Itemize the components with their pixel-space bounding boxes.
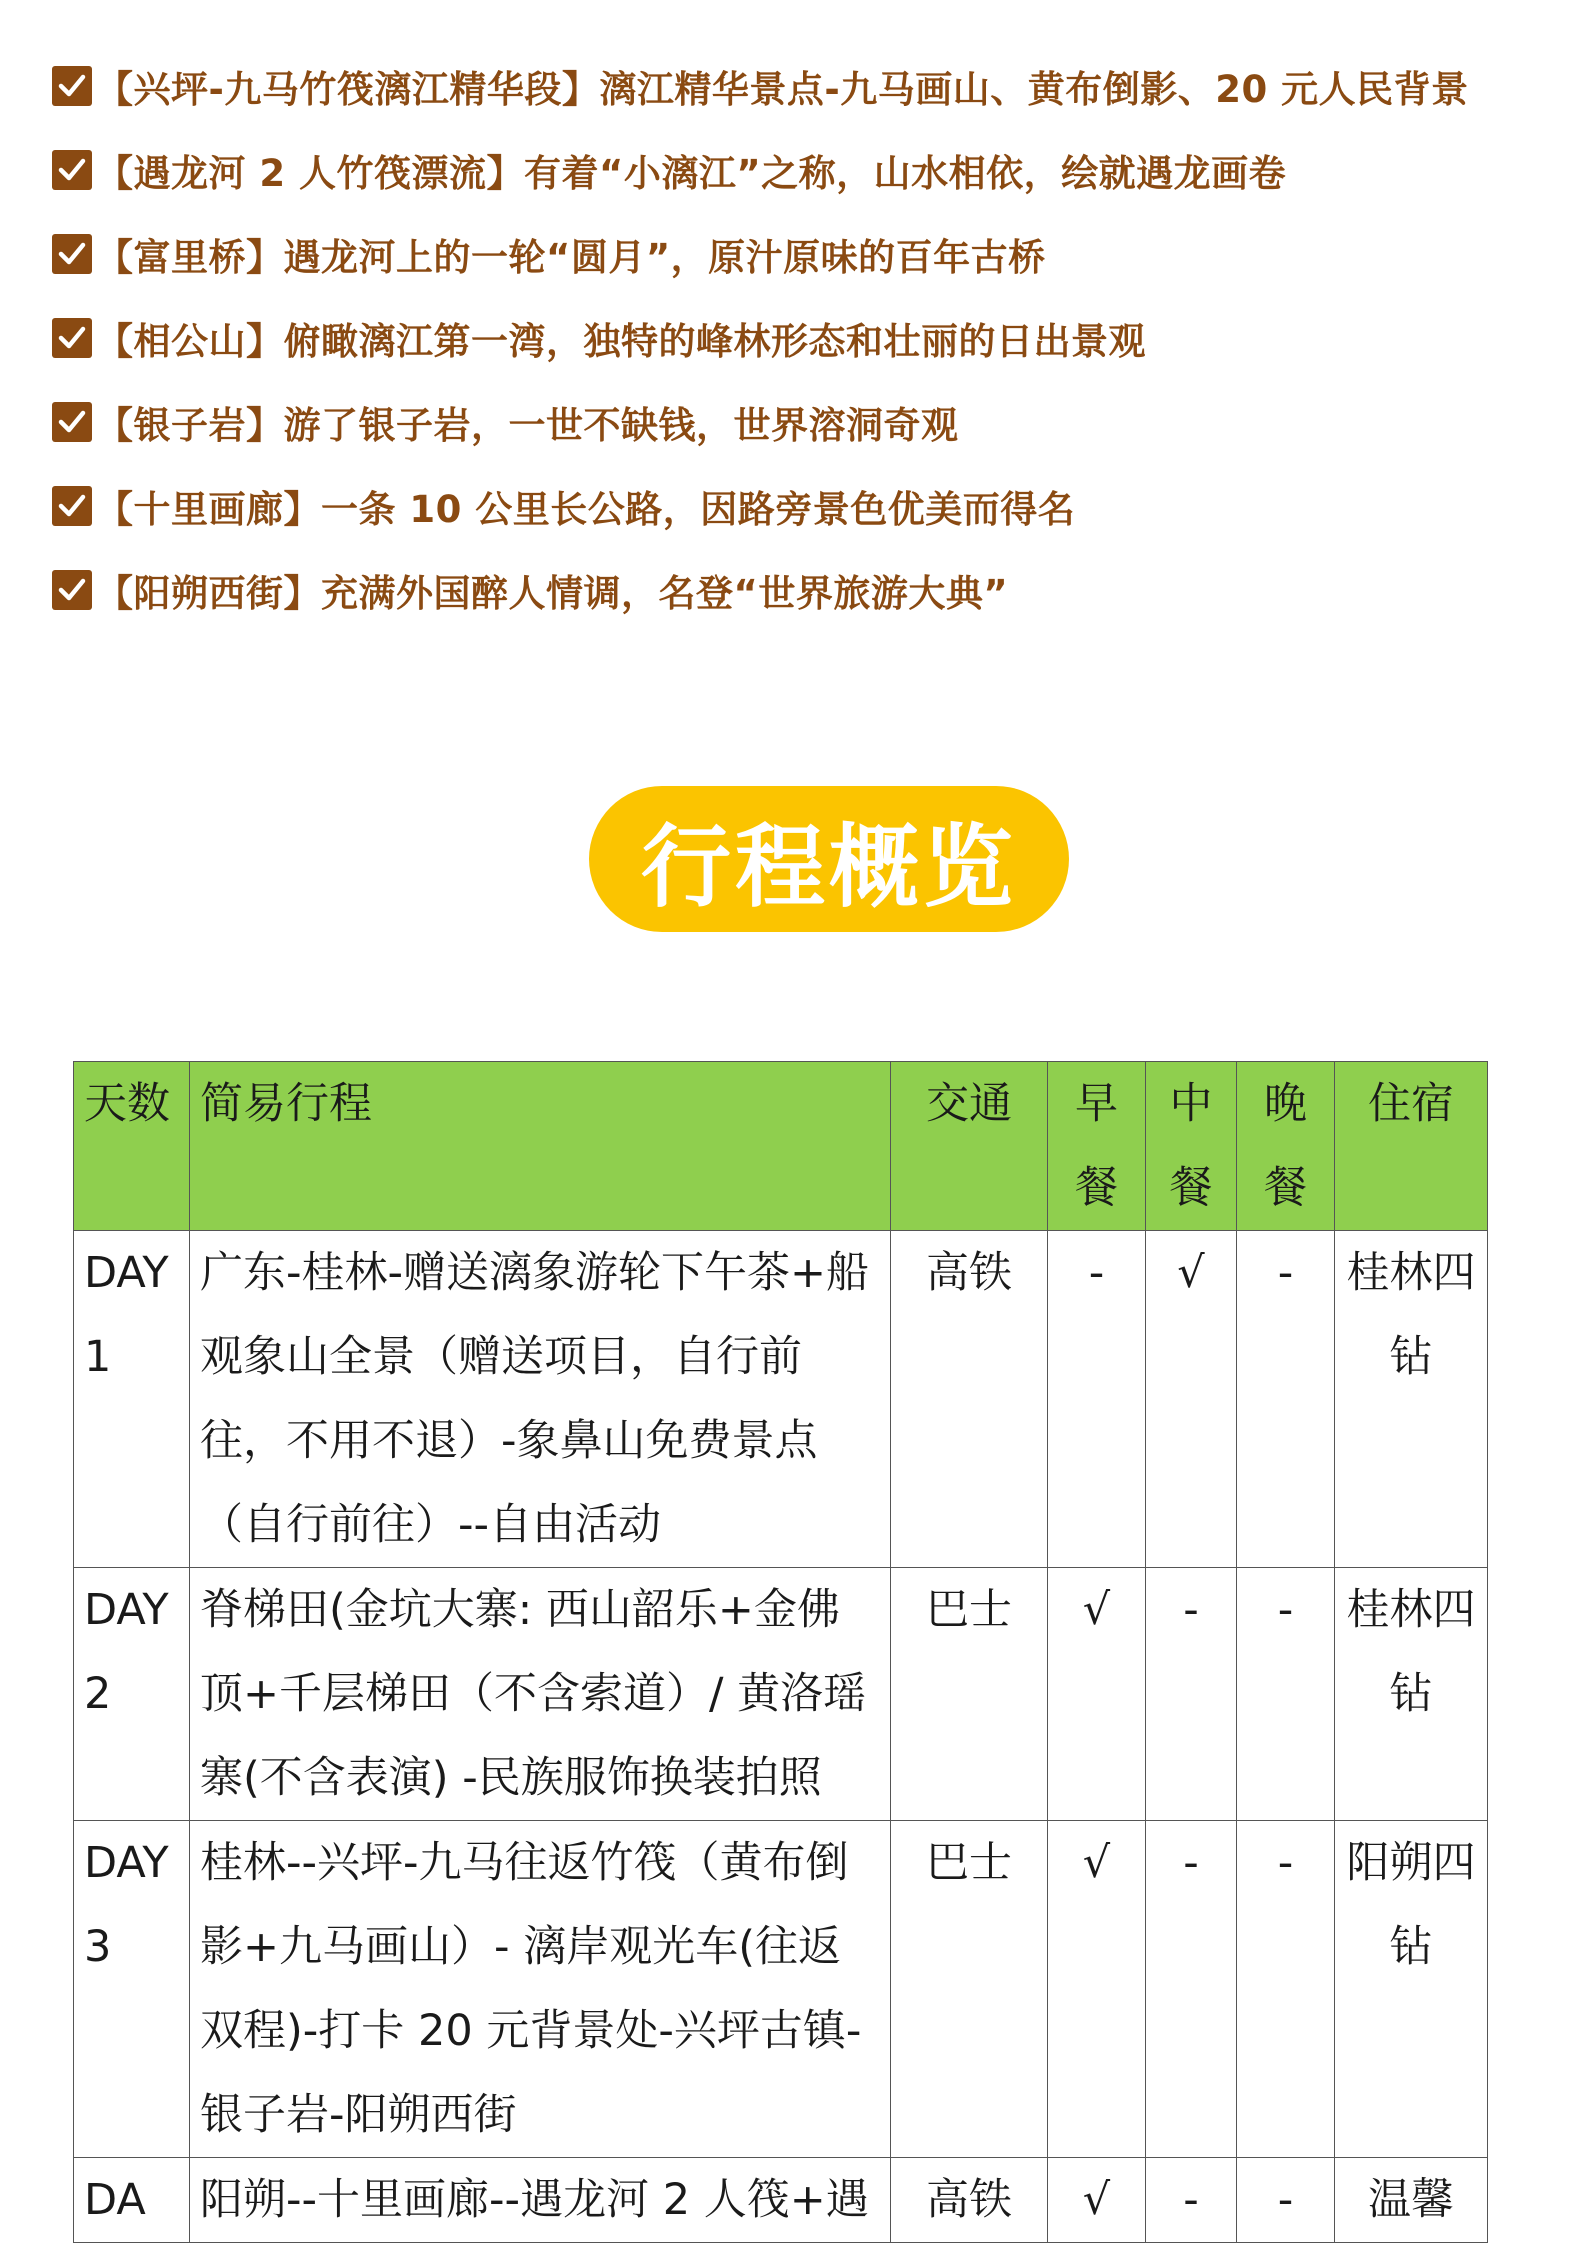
header-lunch: 中餐 (1146, 1062, 1237, 1231)
cell-dinner: - (1237, 2158, 1335, 2243)
cell-itinerary: 桂林--兴坪-九马往返竹筏（黄布倒影+九马画山）- 漓岸观光车(往返双程)-打卡 20 元背景处-兴坪古镇-银子岩-阳朔西街 (190, 1821, 891, 2158)
cell-day: DAY1 (74, 1231, 190, 1568)
check-icon (52, 234, 92, 274)
highlight-item (52, 296, 1552, 380)
cell-transport: 巴士 (891, 1821, 1048, 2158)
cell-lunch: - (1146, 2158, 1237, 2243)
check-icon (52, 150, 92, 190)
cell-day: DA (74, 2158, 190, 2243)
highlight-item (52, 548, 1552, 632)
cell-lunch: - (1146, 1821, 1237, 2158)
cell-transport: 高铁 (891, 2158, 1048, 2243)
cell-lunch: - (1146, 1568, 1237, 1821)
header-dinner: 晚餐 (1237, 1062, 1335, 1231)
cell-itinerary: 阳朔--十里画廊--遇龙河 2 人筏+遇 (190, 2158, 891, 2243)
cell-dinner: - (1237, 1568, 1335, 1821)
table-row (74, 1568, 1488, 1821)
cell-transport: 巴士 (891, 1568, 1048, 1821)
cell-day: DAY2 (74, 1568, 190, 1821)
cell-itinerary: 广东-桂林-赠送漓象游轮下午茶+船观象山全景（赠送项目，自行前往，不用不退）-象鼻山免费景点（自行前往）--自由活动 (190, 1231, 891, 1568)
highlight-text: 【阳朔西街】充满外国醉人情调，名登“世界旅游大典” (96, 572, 1009, 615)
cell-hotel: 阳朔四钻 (1335, 1821, 1488, 2158)
highlight-text: 【银子岩】游了银子岩，一世不缺钱，世界溶洞奇观 (96, 404, 959, 447)
cell-hotel: 桂林四钻 (1335, 1231, 1488, 1568)
check-icon (52, 402, 92, 442)
cell-dinner: - (1237, 1231, 1335, 1568)
highlight-text: 【富里桥】遇龙河上的一轮“圆月”，原汁原味的百年古桥 (96, 236, 1046, 279)
cell-transport: 高铁 (891, 1231, 1048, 1568)
table-row (74, 2158, 1488, 2243)
highlight-text: 【兴坪-九马竹筏漓江精华段】漓江精华景点-九马画山、黄布倒影、20 元人民背景 (96, 68, 1469, 111)
header-itinerary: 简易行程 (190, 1062, 891, 1231)
check-icon (52, 66, 92, 106)
highlight-text: 【相公山】俯瞰漓江第一湾，独特的峰林形态和壮丽的日出景观 (96, 320, 1146, 363)
header-day: 天数 (74, 1062, 190, 1231)
check-icon (52, 570, 92, 610)
overview-banner (589, 786, 1069, 932)
header-hotel: 住宿 (1335, 1062, 1488, 1231)
highlight-text: 【十里画廊】一条 10 公里长公路，因路旁景色优美而得名 (96, 488, 1076, 531)
cell-hotel: 温馨 (1335, 2158, 1488, 2243)
cell-lunch: √ (1146, 1231, 1237, 1568)
table-row (74, 1231, 1488, 1568)
highlights-list (52, 44, 1552, 632)
overview-title: 行程概览 (641, 814, 1017, 920)
cell-breakfast: - (1048, 1231, 1146, 1568)
cell-dinner: - (1237, 1821, 1335, 2158)
header-transport: 交通 (891, 1062, 1048, 1231)
cell-breakfast: √ (1048, 1568, 1146, 1821)
cell-day: DAY3 (74, 1821, 190, 2158)
cell-breakfast: √ (1048, 1821, 1146, 2158)
cell-breakfast: √ (1048, 2158, 1146, 2243)
table-header-row (74, 1062, 1488, 1231)
cell-hotel: 桂林四钻 (1335, 1568, 1488, 1821)
itinerary-table (73, 1061, 1488, 2243)
highlight-item (52, 44, 1552, 128)
highlight-item (52, 380, 1552, 464)
check-icon (52, 318, 92, 358)
check-icon (52, 486, 92, 526)
highlight-item (52, 464, 1552, 548)
highlight-item (52, 128, 1552, 212)
highlight-text: 【遇龙河 2 人竹筏漂流】有着“小漓江”之称，山水相依，绘就遇龙画卷 (96, 152, 1287, 195)
header-breakfast: 早餐 (1048, 1062, 1146, 1231)
highlight-item (52, 212, 1552, 296)
cell-itinerary: 脊梯田(金坑大寨: 西山韶乐+金佛顶+千层梯田（不含索道）/ 黄洛瑶寨(不含表演) -民族服饰换装拍照 (190, 1568, 891, 1821)
table-row (74, 1821, 1488, 2158)
